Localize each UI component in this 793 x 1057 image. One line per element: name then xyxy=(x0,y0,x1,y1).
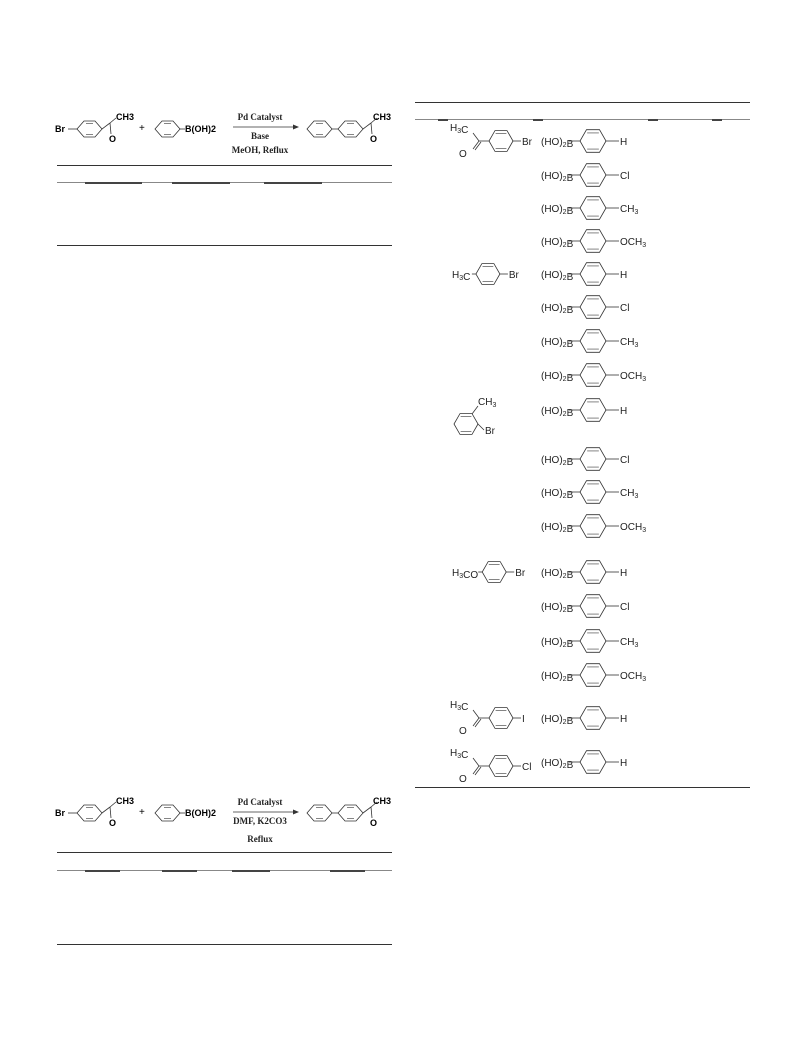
boronic-acid-row xyxy=(541,595,629,618)
para-substituent-label: H xyxy=(620,714,628,725)
halogen-label: Cl xyxy=(522,762,532,773)
aryl-halide xyxy=(450,700,525,737)
boronic-acid-label: $(HO)_2B$ xyxy=(541,671,574,684)
para-substituent-label: $OCH_3$ xyxy=(620,671,647,683)
bromo-label: Br xyxy=(55,124,66,134)
oxygen-label: O xyxy=(459,774,467,785)
boronic-acid-row xyxy=(541,330,638,353)
para-substituent-label: Cl xyxy=(620,602,630,613)
solvent-label: MeOH, Reflux xyxy=(231,145,289,155)
boronic-acid-label: $(HO)_2B$ xyxy=(541,568,574,581)
boronic-acid-label: $(HO)_2B$ xyxy=(541,522,574,535)
para-substituent-label: H xyxy=(620,270,628,281)
boronic-acid-label: $(HO)_2B$ xyxy=(541,137,574,150)
boronic-acid-row xyxy=(541,481,638,504)
boronic-acid-label: $(HO)_2B$ xyxy=(541,171,574,184)
boronic-acid-label: $(HO)_2B$ xyxy=(541,303,574,316)
substrate-group xyxy=(450,748,627,785)
boronic-acid-label: $(HO)_2B$ xyxy=(541,204,574,217)
boronic-acid-row xyxy=(541,296,629,319)
boronic-acid-label: $(HO)_2B$ xyxy=(541,406,574,419)
plus-sign: + xyxy=(139,807,145,818)
substrate-group xyxy=(454,397,646,537)
substrate-group xyxy=(452,561,646,687)
catalyst-label: Pd Catalyst xyxy=(237,112,283,122)
boronic-acid-row xyxy=(541,664,646,687)
boronic-acid-row xyxy=(541,751,627,774)
boronic-acid-label: $(HO)_2B$ xyxy=(541,488,574,501)
boronic-acid-row xyxy=(541,197,638,220)
aryl-halide xyxy=(450,748,531,785)
para-substituent-label: Cl xyxy=(620,455,630,466)
base-label: Base xyxy=(251,131,269,141)
oxygen-label: O xyxy=(459,149,467,160)
boronic-acid-row xyxy=(541,230,646,253)
svg-text:Br: Br xyxy=(55,808,66,818)
boronic-acid-row xyxy=(541,448,629,471)
methyl-label: $CH_3$ xyxy=(478,397,497,409)
boronic-acid-label: $(HO)_2B$ xyxy=(541,270,574,283)
svg-text:CH3: CH3 xyxy=(373,796,392,806)
para-substituent-label: Cl xyxy=(620,303,630,314)
substituent-label: $H_3CO$ xyxy=(452,568,479,581)
boronic-acid-label: $(HO)_2B$ xyxy=(541,371,574,384)
methyl-label: $H_3C$ xyxy=(450,123,469,136)
halogen-label: I xyxy=(522,714,525,725)
para-substituent-label: $CH_3$ xyxy=(620,488,639,500)
boronic-acid-label: B(OH)2 xyxy=(185,124,216,134)
halogen-label: Br xyxy=(508,270,519,281)
aryl-halide xyxy=(454,397,496,437)
boronic-acid-label: $(HO)_2B$ xyxy=(541,602,574,615)
para-substituent-label: $CH_3$ xyxy=(620,637,639,649)
svg-text:O: O xyxy=(109,134,117,144)
para-substituent-label: H xyxy=(620,137,628,148)
para-substituent-label: $OCH_3$ xyxy=(620,237,647,249)
boronic-acid-row xyxy=(541,630,638,653)
methyl-label: $H_3C$ xyxy=(450,700,469,713)
boronic-acid-row xyxy=(541,263,627,286)
svg-text:O: O xyxy=(109,818,117,828)
substrate-group xyxy=(452,263,646,387)
boronic-acid-row xyxy=(541,561,627,584)
boronic-acid-label: $(HO)_2B$ xyxy=(541,237,574,250)
boronic-acid-row xyxy=(541,130,627,153)
boronic-acid-row xyxy=(541,515,646,538)
plus-sign: + xyxy=(139,123,145,134)
boronic-acid-label: $(HO)_2B$ xyxy=(541,455,574,468)
svg-text:CH3: CH3 xyxy=(373,112,392,122)
para-substituent-label: H xyxy=(620,406,628,417)
para-substituent-label: Cl xyxy=(620,171,630,182)
solvent-base-label: DMF, K2CO3 xyxy=(233,816,287,826)
svg-text:O: O xyxy=(370,134,378,144)
catalyst-label: Pd Catalyst xyxy=(237,797,283,807)
svg-text:CH3: CH3 xyxy=(116,112,135,122)
halogen-label: Br xyxy=(485,426,495,437)
aryl-halide xyxy=(452,562,526,583)
para-substituent-label: $OCH_3$ xyxy=(620,522,647,534)
halogen-label: Br xyxy=(515,568,526,579)
svg-text:B(OH)2: B(OH)2 xyxy=(185,808,216,818)
aryl-halide xyxy=(452,264,520,285)
halogen-label: Br xyxy=(522,137,532,148)
boronic-acid-label: $(HO)_2B$ xyxy=(541,637,574,650)
substrate-group xyxy=(450,123,646,252)
methyl-label: $H_3C$ xyxy=(450,748,469,761)
boronic-acid-label: $(HO)_2B$ xyxy=(541,758,574,771)
para-substituent-label: $CH_3$ xyxy=(620,337,639,349)
substrate-group xyxy=(450,700,627,737)
para-substituent-label: H xyxy=(620,568,628,579)
oxygen-label: O xyxy=(459,726,467,737)
para-substituent-label: $OCH_3$ xyxy=(620,371,647,383)
svg-text:O: O xyxy=(370,818,378,828)
reflux-label: Reflux xyxy=(247,834,273,844)
para-substituent-label: $CH_3$ xyxy=(620,204,639,216)
substituent-label: $H_3C$ xyxy=(452,270,471,283)
svg-text:CH3: CH3 xyxy=(116,796,135,806)
aryl-halide xyxy=(450,123,533,160)
boronic-acid-row xyxy=(541,399,627,422)
para-substituent-label: H xyxy=(620,758,628,769)
boronic-acid-label: $(HO)_2B$ xyxy=(541,337,574,350)
boronic-acid-row xyxy=(541,707,627,730)
boronic-acid-row xyxy=(541,364,646,387)
boronic-acid-row xyxy=(541,164,629,187)
boronic-acid-label: $(HO)_2B$ xyxy=(541,714,574,727)
